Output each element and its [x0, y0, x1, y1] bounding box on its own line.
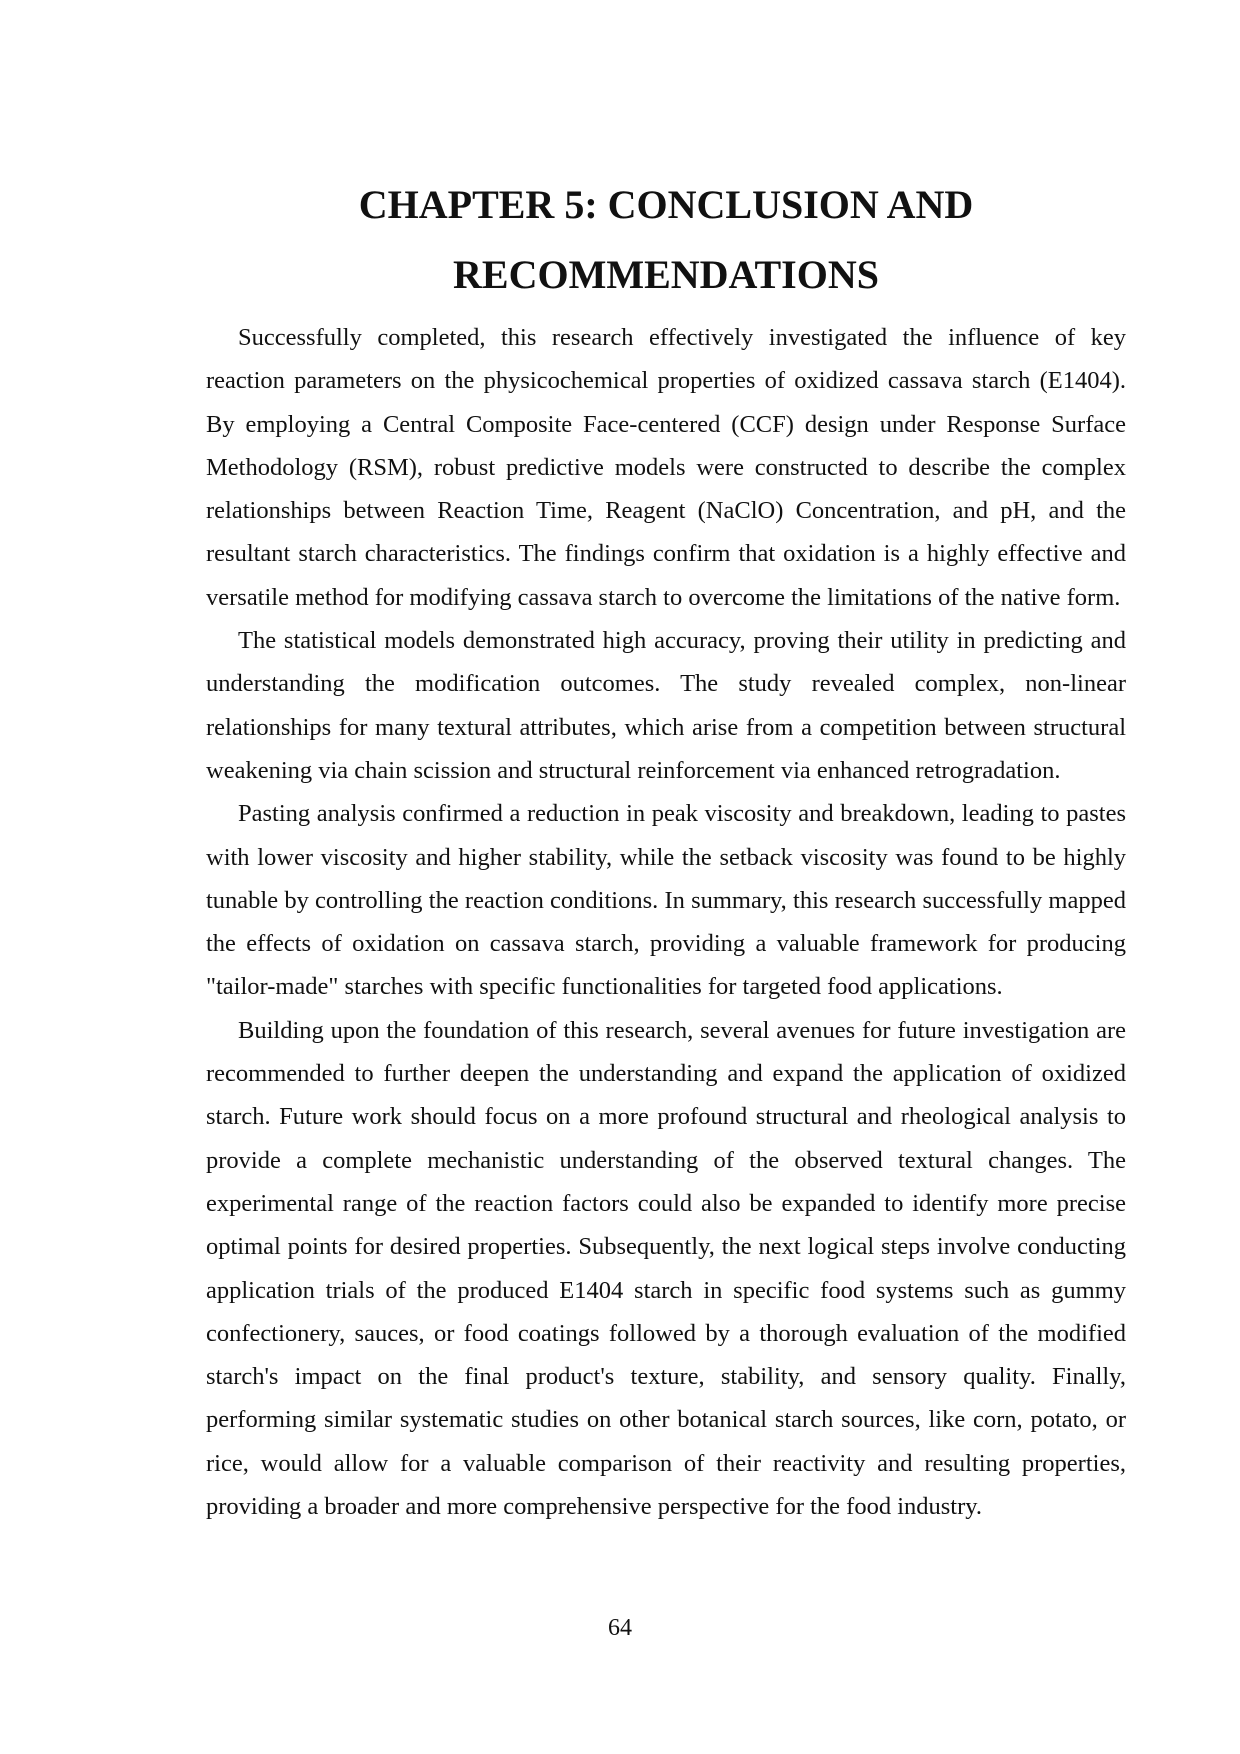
paragraph-3: Pasting analysis confirmed a reduction in peak viscosity and breakdown, leading to pastes with lower viscosity and higher stability, while the setback viscosity was found to be highly tunable by controlling the reaction conditions. In summary, this research successfully mapped the effects of oxidation on cassava starch, providing a valuable framework for producing "tailor-made" starches with specific functionalities for targeted food applications. [206, 800, 1126, 1001]
chapter-title-line-2: RECOMMENDATIONS [453, 252, 879, 297]
chapter-title [206, 170, 1126, 310]
chapter-body [206, 316, 1126, 1528]
chapter-title-line-1: CHAPTER 5: CONCLUSION AND [358, 182, 974, 227]
page-number: 64 [608, 1615, 632, 1641]
paragraph-1: Successfully completed, this research effectively investigated the influence of key reaction parameters on the physicochemical properties of oxidized cassava starch (E1404). By employing a Central Composite Face-centered (CCF) design under Response Surface Methodology (RSM), robust predictive models were constructed to describe the complex relationships between Reaction Time, Reagent (NaClO) Concentration, and pH, and the resultant starch characteristics. The findings confirm that oxidation is a highly effective and versatile method for modifying cassava starch to overcome the limitations of the native form. [206, 324, 1126, 611]
paragraph-4: Building upon the foundation of this research, several avenues for future investigation are recommended to further deepen the understanding and expand the application of oxidized starch. Future work should focus on a more profound structural and rheological analysis to provide a complete mechanistic understanding of the observed textural changes. The experimental range of the reaction factors could also be expanded to identify more precise optimal points for desired properties. Subsequently, the next logical steps involve conducting application trials of the produced E1404 starch in specific food systems such as gummy confectionery, sauces, or food coatings followed by a thorough evaluation of the modified starch's impact on the final product's texture, stability, and sensory quality. Finally, performing similar systematic studies on other botanical starch sources, like corn, potato, or rice, would allow for a valuable comparison of their reactivity and resulting properties, providing a broader and more comprehensive perspective for the food industry. [206, 1016, 1126, 1521]
paragraph-2: The statistical models demonstrated high accuracy, proving their utility in predicting and understanding the modification outcomes. The study revealed complex, non-linear relationships for many textural attributes, which arise from a competition between structural weakening via chain scission and structural reinforcement via enhanced retrogradation. [206, 627, 1126, 784]
